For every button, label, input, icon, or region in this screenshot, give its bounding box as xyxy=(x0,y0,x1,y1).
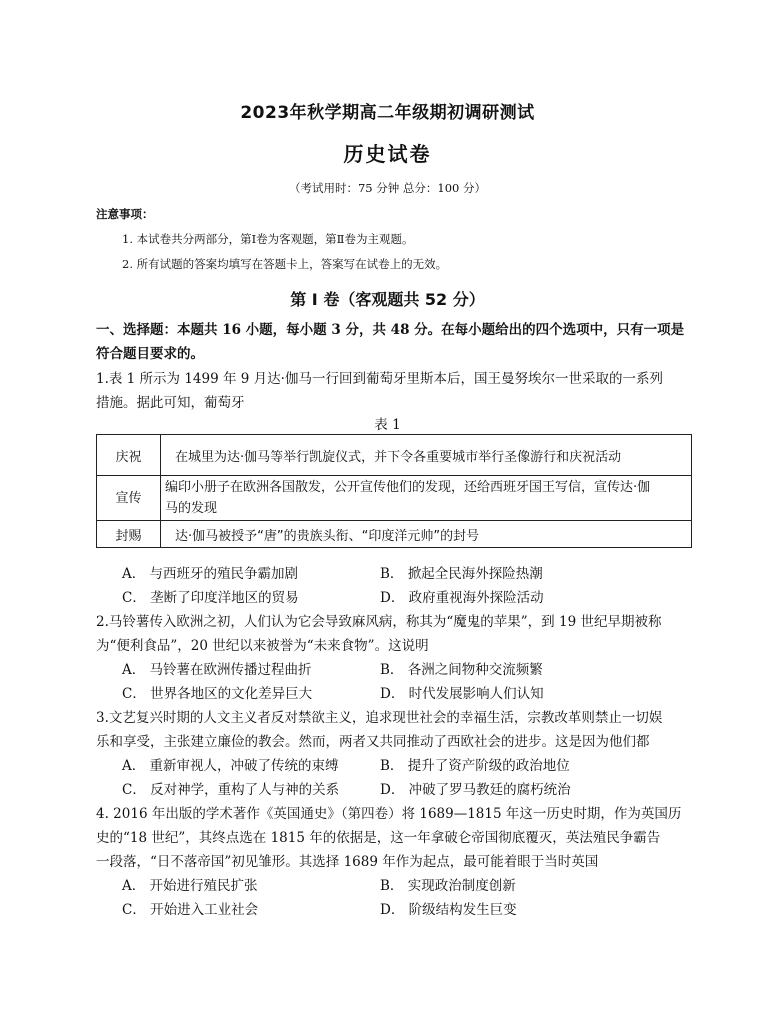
table-cell-key: 封赐 xyxy=(97,521,161,548)
table-cell-value: 达·伽马被授予“唐”的贵族头衔、“印度洋元帅”的封号 xyxy=(161,521,692,548)
option-b: B． 实现政治制度创新 xyxy=(380,878,516,894)
table-row xyxy=(97,476,692,521)
table-row xyxy=(97,521,692,548)
option-b: B． 各洲之间物种交流频繁 xyxy=(380,662,543,678)
option-b: B． 提升了资产阶级的政治地位 xyxy=(380,758,570,774)
option-a: A． 重新审视人，冲破了传统的束缚 xyxy=(122,758,339,774)
notice-heading: 注意事项： xyxy=(96,207,154,221)
option-a: A． 马铃薯在欧洲传播过程曲折 xyxy=(122,662,312,678)
section-instructions-line: 一、选择题：本题共 16 小题，每小题 3 分，共 48 分。在每小题给出的四个选项中，只有一项是 xyxy=(96,322,685,338)
exam-info: （考试用时：75 分钟 总分：100 分） xyxy=(288,181,487,195)
section-title: 第 Ⅰ 卷（客观题共 52 分） xyxy=(290,290,485,309)
question-4-stem-line: 4. 2016 年出版的学术著作《英国通史》（第四卷）将 1689—1815 年这一历史时期，作为英国历 xyxy=(96,806,682,822)
section-instructions-line: 符合题目要求的。 xyxy=(96,346,204,362)
option-c: C． 世界各地区的文化差异巨大 xyxy=(122,686,313,702)
option-d: D． 冲破了罗马教廷的腐朽统治 xyxy=(380,782,571,798)
option-b: B． 掀起全民海外探险热潮 xyxy=(380,566,543,582)
question-2-stem-line: 为“便利食品”，20 世纪以来被誉为“未来食物”。这说明 xyxy=(96,638,429,654)
option-d: D． 政府重视海外探险活动 xyxy=(380,590,544,606)
option-c: C． 反对神学，重构了人与神的关系 xyxy=(122,782,340,798)
option-d: D． 时代发展影响人们认知 xyxy=(380,686,544,702)
exam-title: 2023年秋学期高二年级期初调研测试 xyxy=(240,103,535,123)
option-a: A． 开始进行殖民扩张 xyxy=(122,878,258,894)
option-d: D． 阶级结构发生巨变 xyxy=(380,902,517,918)
question-4-stem-line: 一段落，“日不落帝国”初见雏形。其选择 1689 年作为起点，最可能着眼于当时英国 xyxy=(96,854,599,870)
table-cell-key: 宣传 xyxy=(97,476,161,521)
table-1 xyxy=(96,434,692,548)
question-3-stem-line: 乐和享受，主张建立廉俭的教会。然而，两者又共同推动了西欧社会的进步。这是因为他们都 xyxy=(96,734,650,750)
table-cell-line: 马的发现 xyxy=(165,501,218,516)
table-cell-key: 庆祝 xyxy=(97,435,161,476)
option-c: C． 开始进入工业社会 xyxy=(122,902,259,918)
table-cell-value xyxy=(161,476,692,521)
question-2-stem-line: 2.马铃薯传入欧洲之初，人们认为它会导致麻风病，称其为“魔鬼的苹果”，到 19 世纪早期被称 xyxy=(96,614,662,630)
question-3-stem-line: 3.文艺复兴时期的人文主义者反对禁欲主义，追求现世社会的幸福生活，宗教改革则禁止一切娱 xyxy=(96,710,663,726)
option-a: A． 与西班牙的殖民争霸加剧 xyxy=(122,566,299,582)
notice-item: 2. 所有试题的答案均填写在答题卡上，答案写在试卷上的无效。 xyxy=(122,257,448,271)
table-row xyxy=(97,435,692,476)
option-c: C． 垄断了印度洋地区的贸易 xyxy=(122,590,299,606)
question-4-stem-line: 史的“18 世纪”，其终点选在 1815 年的依据是，这一年拿破仑帝国彻底覆灭，英法殖民争霸告 xyxy=(96,830,661,846)
question-1-stem-line: 1.表 1 所示为 1499 年 9 月达·伽马一行回到葡萄牙里斯本后，国王曼努埃尔一世采取的一系列 xyxy=(96,371,663,387)
table-caption: 表 1 xyxy=(374,417,401,433)
subject-title: 历史试卷 xyxy=(343,142,432,166)
table-cell-line: 编印小册子在欧洲各国散发，公开宣传他们的发现，还给西班牙国王写信，宣传达·伽 xyxy=(165,480,651,495)
table-cell-value: 在城里为达·伽马等举行凯旋仪式，并下令各重要城市举行圣像游行和庆祝活动 xyxy=(161,435,692,476)
notice-item: 1. 本试卷共分两部分，第Ⅰ卷为客观题，第Ⅱ卷为主观题。 xyxy=(122,232,414,246)
question-1-stem-line: 措施。据此可知，葡萄牙 xyxy=(96,395,245,411)
